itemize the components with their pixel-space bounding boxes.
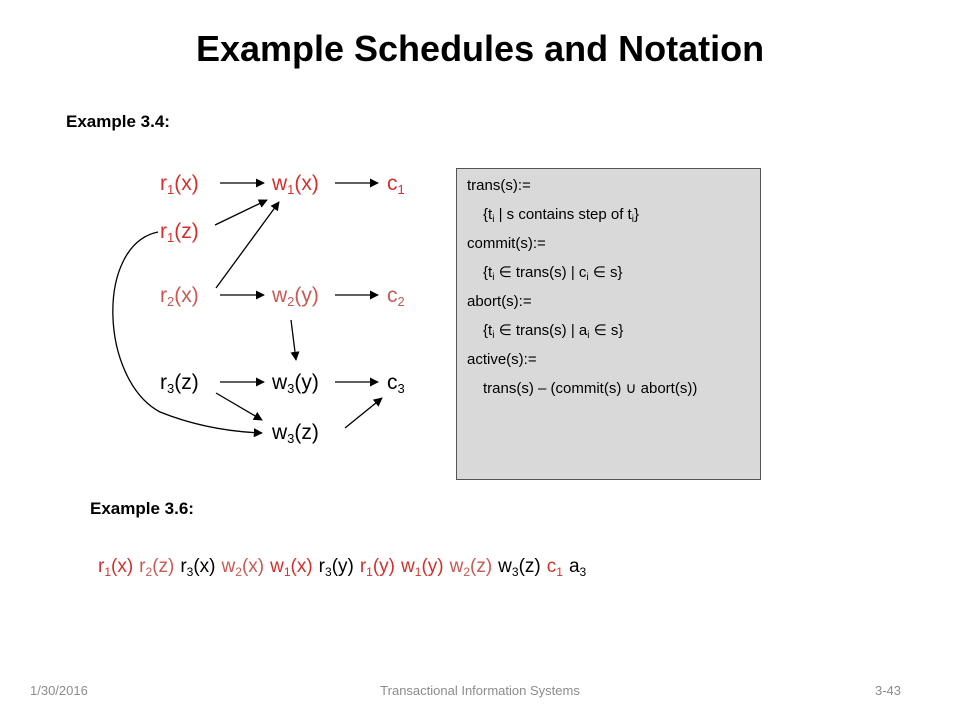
definition-text: trans(s) – (commit(s) ∪ abort(s)) [483, 380, 698, 397]
definition-text: {t [483, 206, 493, 223]
node-index: 1 [287, 182, 295, 197]
schedule-step-arg: (x) [193, 556, 216, 577]
node-index: 1 [397, 182, 405, 197]
node-op: w [272, 421, 288, 444]
schedule-step-arg: (z) [470, 556, 493, 577]
schedule-step-index: 2 [463, 565, 471, 579]
definition-line [467, 374, 760, 403]
schedule-step-op: r [98, 556, 105, 577]
definition-line [467, 229, 760, 258]
schedule-step [222, 556, 265, 577]
schedule-step [547, 556, 563, 577]
definition-line [467, 258, 760, 287]
schedule-step-op: a [568, 556, 580, 577]
definition-text: ∈ trans(s) | a [494, 322, 588, 339]
node-index: 3 [287, 431, 295, 446]
schedule-step [401, 556, 444, 577]
definition-text: {t [483, 322, 493, 339]
node-arg: (z) [174, 220, 199, 243]
schedule-step-index: 1 [414, 565, 422, 579]
footer-date: 1/30/2016 [30, 683, 88, 698]
node-index: 2 [397, 294, 405, 309]
schedule-step-arg: (z) [518, 556, 541, 577]
node-op: w [272, 172, 288, 195]
schedule-sequence [98, 556, 592, 578]
schedule-step-op: r [359, 556, 367, 577]
definition-text: {t [483, 264, 493, 281]
definition-text: ∈ s} [589, 322, 624, 339]
schedule-step [360, 556, 395, 577]
definition-text: ∈ s} [588, 264, 623, 281]
schedule-step [98, 556, 133, 577]
schedule-step-index: 3 [186, 565, 194, 579]
schedule-step-arg: (y) [372, 556, 396, 577]
definition-text: ∈ trans(s) | c [494, 264, 587, 281]
schedule-step-index: 3 [579, 565, 587, 579]
schedule-step [498, 556, 541, 577]
node-index: 2 [167, 294, 175, 309]
node-op: c [387, 172, 398, 195]
schedule-step-arg: (x) [290, 556, 313, 577]
schedule-step-op: w [270, 556, 284, 577]
definition-subscript: i [631, 214, 634, 225]
definition-subscript: i [587, 330, 590, 341]
schedule-step-arg: (z) [152, 556, 175, 577]
example-3-4-label: Example 3.4: [66, 112, 170, 131]
arrow-r1z-w3z [113, 232, 262, 433]
node-op: w [272, 284, 288, 307]
definition-text: active(s):= [467, 351, 537, 368]
schedule-step-op: w [401, 556, 415, 577]
schedule-step [180, 556, 215, 577]
definitions-list [467, 171, 760, 403]
node-index: 1 [167, 182, 175, 197]
schedule-step-index: 2 [145, 565, 153, 579]
node-op: c [387, 284, 398, 307]
arrow-w2y-w3y [291, 320, 296, 360]
definition-text: abort(s):= [467, 293, 532, 310]
definitions-box [456, 168, 761, 480]
schedule-step [319, 556, 354, 577]
node-index: 3 [287, 381, 295, 396]
schedule-step-index: 1 [556, 565, 563, 579]
schedule-step-op: w [221, 556, 236, 577]
definition-line [467, 345, 760, 374]
schedule-step-op: r [139, 556, 146, 577]
definition-line [467, 171, 760, 200]
node-arg: (y) [294, 371, 319, 394]
schedule-step [270, 556, 313, 577]
node-index: 1 [167, 230, 175, 245]
node-index: 2 [287, 294, 295, 309]
schedule-step-index: 1 [366, 565, 373, 579]
node-arg: (z) [294, 421, 319, 444]
node-op: w [272, 371, 288, 394]
node-arg: (y) [294, 284, 319, 307]
definition-subscript: i [586, 272, 589, 283]
schedule-step-op: c [546, 556, 557, 577]
arrow-r2x-w1x [216, 202, 279, 288]
definition-subscript: i [492, 214, 495, 225]
arrow-r1z-w1x [215, 200, 267, 225]
node-op: r [160, 371, 167, 394]
schedule-step-index: 3 [325, 565, 332, 579]
arrow-r3z-w3z [216, 393, 262, 420]
node-arg: (x) [294, 172, 319, 195]
node-arg: (z) [174, 371, 199, 394]
definition-line [467, 200, 760, 229]
footer-page-number: 3-43 [875, 683, 902, 698]
definition-subscript: i [492, 272, 495, 283]
node-index: 3 [167, 381, 175, 396]
slide-title: Example Schedules and Notation [195, 28, 765, 69]
schedule-step [569, 556, 586, 577]
schedule-step-arg: (x) [241, 556, 265, 577]
definition-line [467, 287, 760, 316]
schedule-step-op: w [449, 556, 464, 577]
schedule-step [139, 556, 174, 577]
schedule-step-op: w [498, 556, 512, 577]
node-arg: (x) [174, 172, 199, 195]
definition-text: trans(s):= [467, 177, 531, 194]
node-index: 3 [397, 381, 405, 396]
example-3-6-label: Example 3.6: [90, 499, 194, 518]
definition-subscript: i [492, 330, 495, 341]
schedule-step-index: 1 [283, 565, 291, 579]
schedule-step-index: 3 [511, 565, 519, 579]
schedule-step-arg: (y) [421, 556, 444, 577]
schedule-step-index: 2 [235, 565, 242, 579]
arrow-w3z-c3 [345, 398, 382, 428]
definition-text: } [633, 206, 639, 223]
node-op: c [387, 371, 398, 394]
footer-course: Transactional Information Systems [380, 683, 580, 698]
schedule-step-op: r [318, 556, 325, 577]
definition-line [467, 316, 760, 345]
definition-text: commit(s):= [467, 235, 546, 252]
schedule-step-arg: (y) [331, 556, 354, 577]
node-op: r [160, 172, 167, 195]
definition-text: | s contains step of t [494, 206, 632, 223]
node-op: r [160, 220, 167, 243]
node-op: r [160, 284, 167, 307]
node-arg: (x) [174, 284, 199, 307]
schedule-step [450, 556, 493, 577]
schedule-step-arg: (x) [111, 556, 134, 577]
schedule-step-op: r [180, 556, 187, 577]
schedule-step-index: 1 [104, 565, 112, 579]
